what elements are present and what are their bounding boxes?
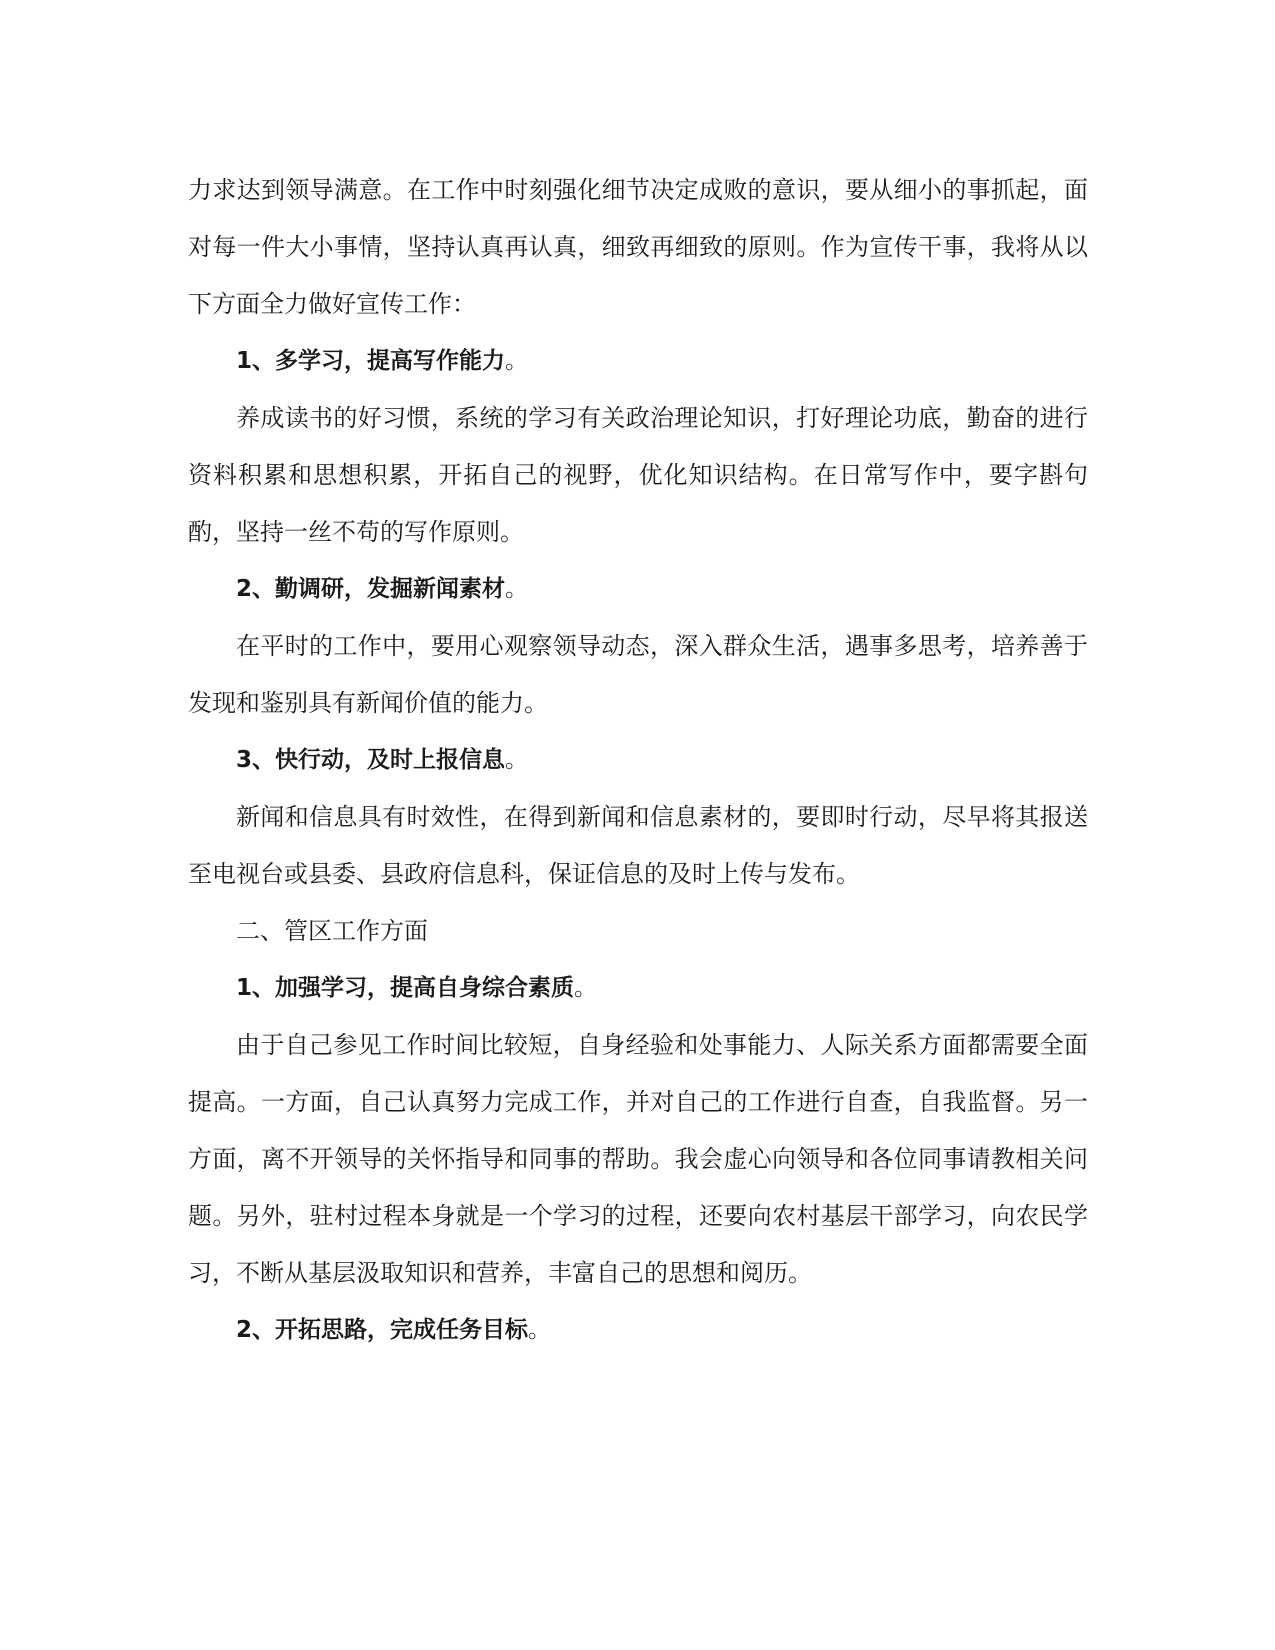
heading-period: 。: [505, 576, 529, 602]
paragraph-research: 在平时的工作中，要用心观察领导动态，深入群众生活，遇事多思考，培养善于发现和鉴别具有新闻价值的能力。: [188, 632, 1088, 717]
heading-period: 。: [528, 1317, 552, 1343]
paragraph-learning: 由于自己参见工作时间比较短，自身经验和处事能力、人际关系方面都需要全面提高。一方面，自己认真努力完成工作，并对自己的工作进行自查，自我监督。另一方面，离不开领导的关怀指导和同事的帮助。我会虚心向领导和各位同事请教相关问题。另外，驻村过程本身就是一个学习的过程，还要向农村基层干部学习，向农民学习，不断从基层汲取知识和营养，丰富自己的思想和阅历。: [188, 1031, 1088, 1287]
section-title-district: 二、管区工作方面: [236, 917, 428, 945]
section-heading-learning: [188, 960, 1088, 1017]
heading-period: 。: [505, 348, 529, 374]
heading-text: 2、勤调研，发掘新闻素材: [236, 576, 506, 602]
section-heading-study: [188, 333, 1088, 390]
document-page: [188, 162, 1088, 1359]
section-heading-action: [188, 732, 1088, 789]
heading-text: 2、开拓思路，完成任务目标: [236, 1317, 529, 1343]
heading-text: 1、加强学习，提高自身综合素质: [236, 975, 575, 1001]
paragraph-continuation: 力求达到领导满意。在工作中时刻强化细节决定成败的意识，要从细小的事抓起，面对每一件大小事情，坚持认真再认真，细致再细致的原则。作为宣传干事，我将从以下方面全力做好宣传工作：: [188, 176, 1088, 318]
paragraph-study: 养成读书的好习惯，系统的学习有关政治理论知识，打好理论功底，勤奋的进行资料积累和思想积累，开拓自己的视野，优化知识结构。在日常写作中，要字斟句酌，坚持一丝不苟的写作原则。: [188, 404, 1088, 546]
heading-text: 3、快行动，及时上报信息: [236, 747, 506, 773]
paragraph-action: 新闻和信息具有时效性，在得到新闻和信息素材的，要即时行动，尽早将其报送至电视台或县委、县政府信息科，保证信息的及时上传与发布。: [188, 803, 1088, 888]
section-heading-research: [188, 561, 1088, 618]
heading-period: 。: [574, 975, 598, 1001]
heading-text: 1、多学习，提高写作能力: [236, 348, 506, 374]
heading-period: 。: [505, 747, 529, 773]
section-heading-goals: [188, 1302, 1088, 1359]
